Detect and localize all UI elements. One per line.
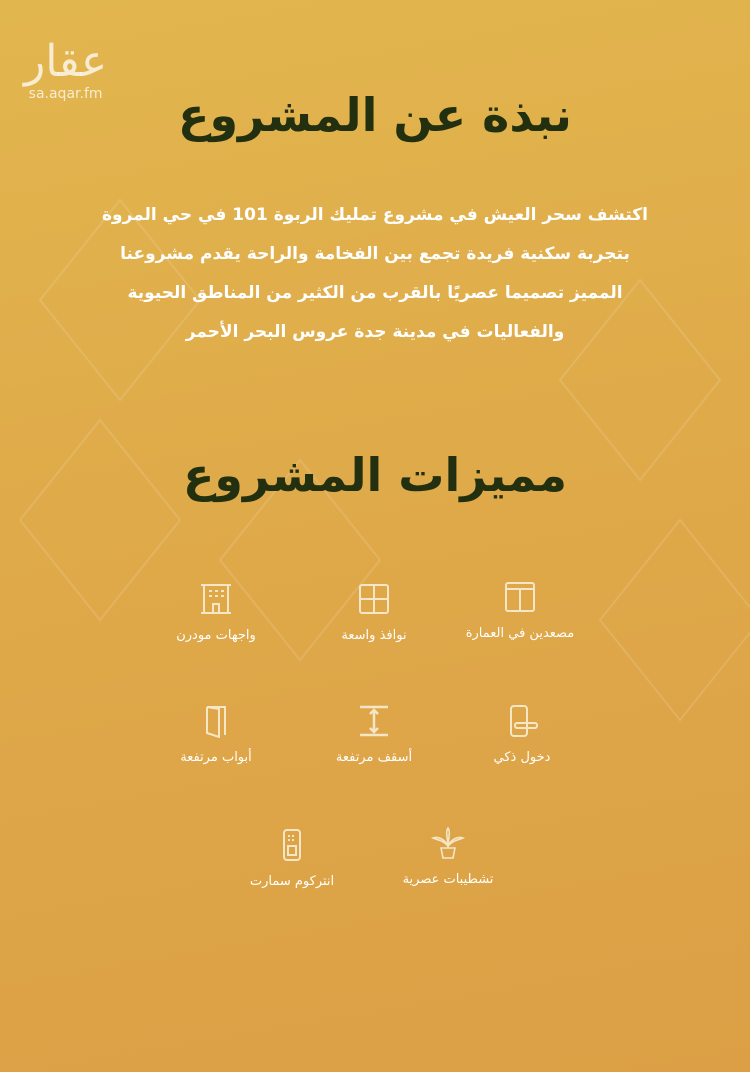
- about-line: والفعاليات في مدينة جدة عروس البحر الأحمر: [185, 322, 565, 342]
- logo-text: عقار: [24, 36, 108, 87]
- ceiling-height-icon: [357, 704, 391, 738]
- features-title: مميزات المشروع: [182, 448, 568, 502]
- feature-high-doors: أبواب مرتفعة: [126, 704, 306, 765]
- smart-lock-icon: [505, 704, 539, 738]
- feature-high-ceilings: أسقف مرتفعة: [284, 704, 464, 765]
- building-icon: [199, 582, 233, 616]
- elevator-icon: [503, 580, 537, 614]
- window-icon: [357, 582, 391, 616]
- about-line: بتجربة سكنية فريدة تجمع بين الفخامة والراحة يقدم مشروعنا: [120, 244, 630, 264]
- feature-modern-finishes: تشطيبات عصرية: [358, 826, 538, 887]
- about-title: نبذة عن المشروع: [178, 88, 572, 142]
- feature-smart-entry: دخول ذكي: [432, 704, 612, 765]
- about-line: اكتشف سحر العيش في مشروع تمليك الربوة 101 في حي المروة: [101, 205, 649, 225]
- intercom-icon: [275, 828, 309, 862]
- feature-elevators: مصعدين في العمارة: [430, 580, 610, 641]
- feature-facades: واجهات مودرن: [126, 582, 306, 643]
- logo-url: sa.aqar.fm: [28, 86, 103, 102]
- feature-windows: نوافذ واسعة: [284, 582, 464, 643]
- plant-icon: [431, 826, 465, 860]
- door-icon: [199, 704, 233, 738]
- about-line: المميز تصميما عصريًا بالقرب من الكثير من المناطق الحيوية: [127, 283, 623, 303]
- about-text: [80, 196, 670, 352]
- feature-smart-intercom: انتركوم سمارت: [202, 828, 382, 889]
